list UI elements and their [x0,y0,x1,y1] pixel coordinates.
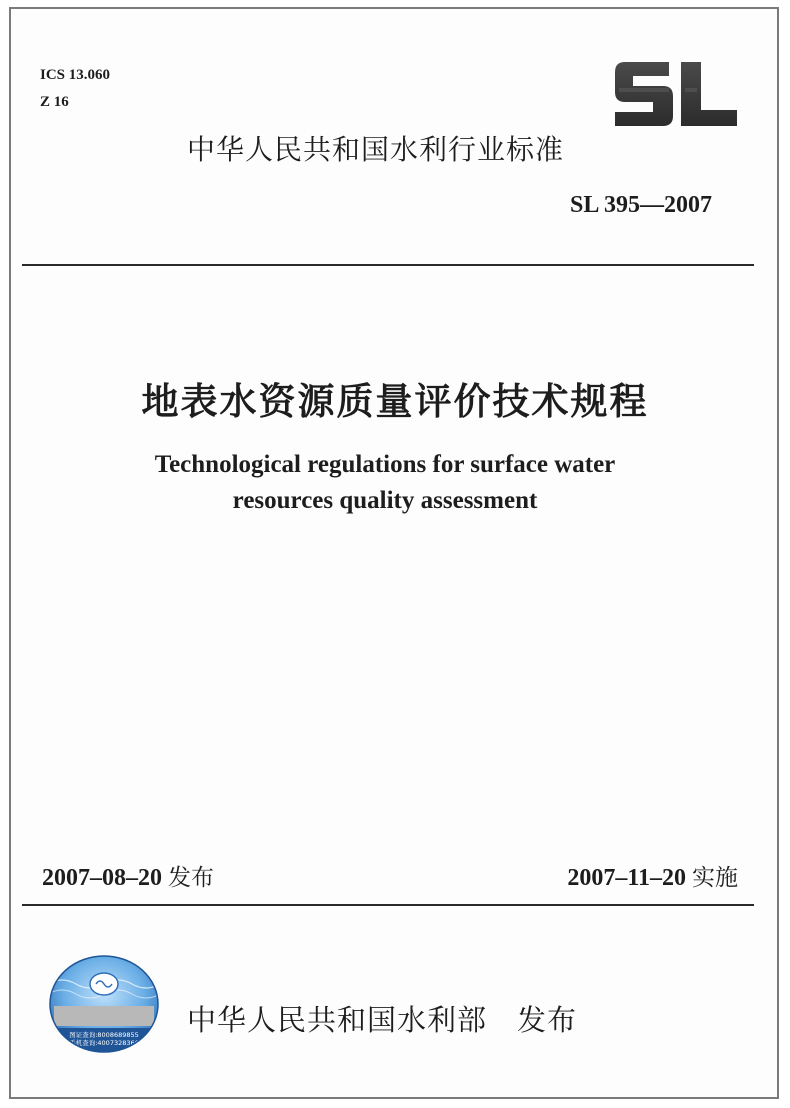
standard-number: SL 395—2007 [569,192,712,218]
seal-hotline-1: 图证查询:8008689855 [69,1031,139,1039]
publisher-name: 中华人民共和国水利部 [187,1003,488,1037]
issue-date [42,859,214,892]
publisher-line [187,998,577,1039]
english-title-line-2: resources quality assessment [232,487,538,514]
effective-date-value: 2007–11–20 [567,865,686,891]
sl-logo [611,58,741,130]
publisher-issue-label: 发布 [517,1003,578,1037]
anti-counterfeit-seal-icon [48,954,160,1054]
effective-date-label: 实施 [692,865,738,891]
english-title-line-1: Technological regulations for surface water [154,451,616,478]
bottom-divider [22,904,754,906]
category-code: Z 16 [40,94,69,110]
effective-date [567,859,738,892]
industry-standard-title: 中华人民共和国水利行业标准 [187,133,565,166]
ics-code: ICS 13.060 [40,67,111,83]
top-divider [22,264,754,266]
cover-frame [9,7,779,1099]
issue-date-label: 发布 [168,865,214,891]
document-title-english [0,447,770,519]
document-title-chinese: 地表水资源质量评价技术规程 [141,380,649,423]
issue-date-value: 2007–08–20 [42,865,162,891]
classification-codes [40,62,110,116]
seal-hotline-2: 手机查询:4007328366 [69,1039,139,1047]
